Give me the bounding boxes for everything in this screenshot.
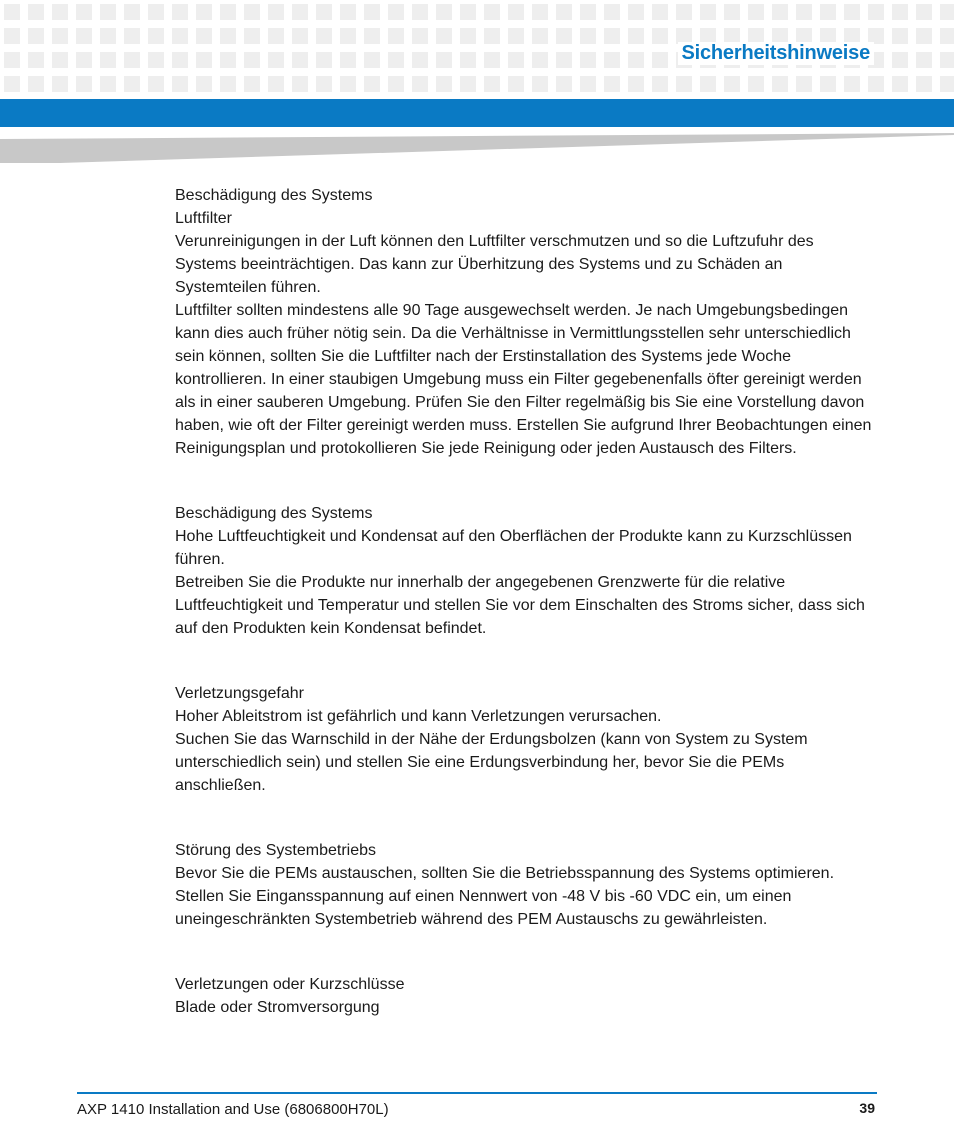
notice-text: Bevor Sie die PEMs austauschen, sollten Sie die Betriebsspannung des Systems optimieren. Stellen Sie Eingansspannung auf einen Nennwert von -48 V bis -60 VDC ein, um einen uneingeschränkten Systembetrieb während des PEM Austauschs zu gewährleisten. bbox=[175, 865, 835, 928]
notice-heading: Verletzungsgefahr bbox=[175, 685, 304, 702]
notice-text: Luftfilter sollten mindestens alle 90 Tage ausgewechselt werden. Je nach Umgebungsbedingen kann dies auch früher nötig sein. Da die Verhältnisse in Vermittlungsstellen sehr unterschiedlich sein können, sollten Sie die Luftfilter nach der Erstinstallation des Systems jede Woche kontrollieren. In einer staubigen Umgebung muss ein Filter gegebenenfalls öfter gereinigt werden als in einer sauberen Umgebung. Prüfen Sie den Filter regelmäßig bis Sie eine Vorstellung davon haben, wie oft der Filter gereinigt werden muss. Erstellen Sie aufgrund Ihrer Beobachtungen einen Reinigungsplan und protokollieren Sie jede Reinigung oder jeden Austausch des Filters. bbox=[175, 302, 872, 457]
notice-text: Betreiben Sie die Produkte nur innerhalb der angegebenen Grenzwerte für die relative Luftfeuchtigkeit und Temperatur und stellen Sie vor dem Einschalten des Stroms sicher, dass sich auf den Produkten kein Kondensat befindet. bbox=[175, 574, 865, 637]
notice-heading: Beschädigung des Systems bbox=[175, 505, 373, 522]
notice-block bbox=[175, 839, 875, 931]
page-body bbox=[175, 184, 875, 1061]
notice-text: Hohe Luftfeuchtigkeit und Kondensat auf den Oberflächen der Produkte kann zu Kurzschlüssen führen. bbox=[175, 528, 852, 568]
footer-rule bbox=[77, 1092, 877, 1094]
notice-block bbox=[175, 184, 875, 460]
header-grey-wedge bbox=[0, 133, 954, 163]
page-number: 39 bbox=[859, 1100, 875, 1116]
notice-text: Hoher Ableitstrom ist gefährlich und kann Verletzungen verursachen. bbox=[175, 708, 662, 725]
notice-text: Suchen Sie das Warnschild in der Nähe der Erdungsbolzen (kann von System zu System unterschiedlich sein) und stellen Sie eine Erdungsverbindung her, bevor Sie die PEMs anschließen. bbox=[175, 731, 808, 794]
notice-block bbox=[175, 502, 875, 640]
header-blue-band bbox=[0, 99, 954, 127]
notice-text: Verunreinigungen in der Luft können den Luftfilter verschmutzen und so die Luftzufuhr des Systems beeinträchtigen. Das kann zur Überhitzung des Systems und zu Schäden an Systemteilen führen. bbox=[175, 233, 814, 296]
notice-heading: Störung des Systembetriebs bbox=[175, 842, 376, 859]
notice-heading: Beschädigung des Systems bbox=[175, 187, 373, 204]
notice-block bbox=[175, 682, 875, 797]
footer-doc-title: AXP 1410 Installation and Use (6806800H70L) bbox=[77, 1101, 389, 1118]
notice-text: Luftfilter bbox=[175, 210, 232, 227]
notice-block bbox=[175, 973, 875, 1019]
notice-heading: Verletzungen oder Kurzschlüsse bbox=[175, 976, 405, 993]
section-title: Sicherheitshinweise bbox=[678, 42, 875, 65]
notice-text: Blade oder Stromversorgung bbox=[175, 999, 380, 1016]
